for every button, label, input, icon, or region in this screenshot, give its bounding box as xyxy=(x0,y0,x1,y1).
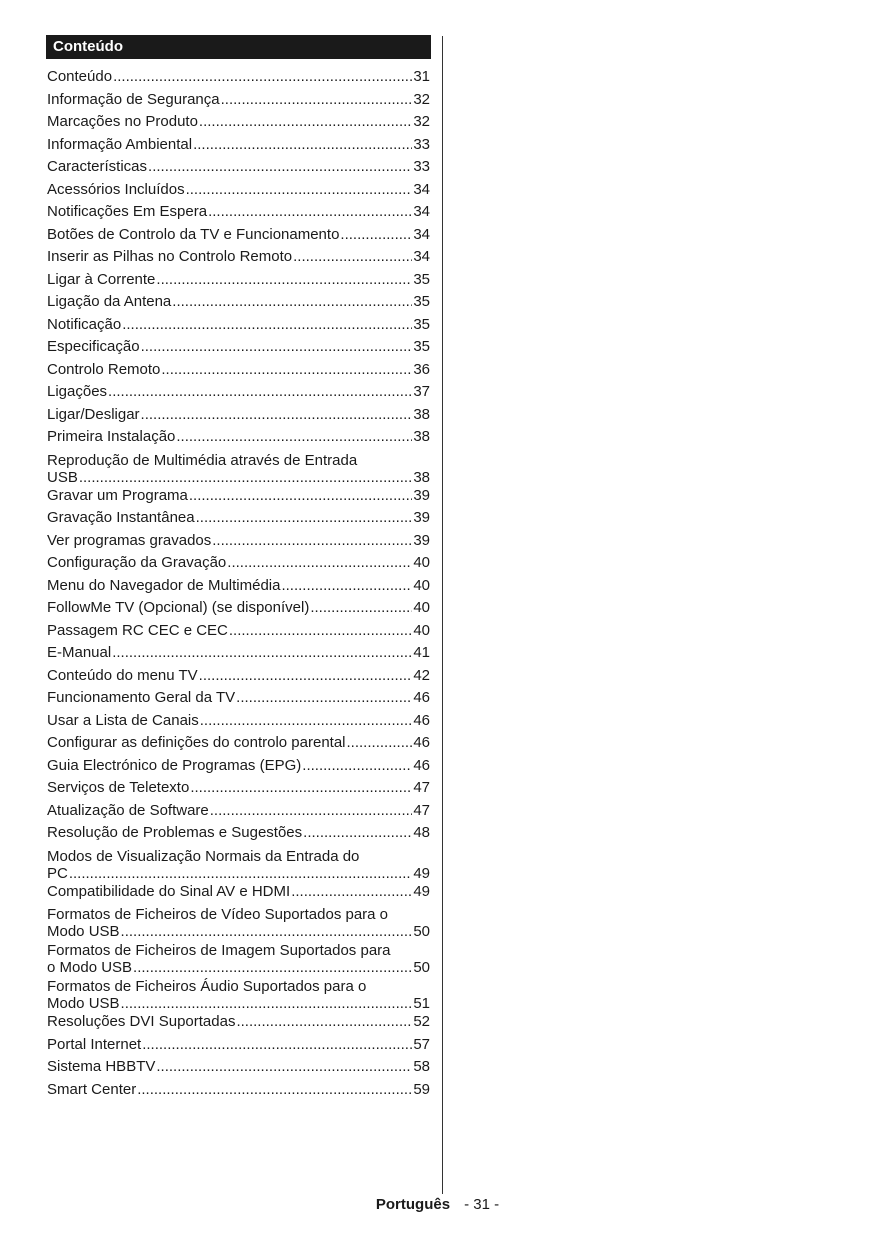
dot-leader xyxy=(199,665,413,688)
toc-entry-page: 57 xyxy=(413,1035,430,1053)
dot-leader xyxy=(148,156,412,179)
dot-leader xyxy=(190,777,412,800)
toc-entry[interactable] xyxy=(47,452,430,486)
toc-entry-label: Notificações Em Espera xyxy=(47,203,208,220)
dot-leader xyxy=(208,201,412,224)
toc-entry-label: Especificação xyxy=(47,338,140,355)
toc-entry-label: Gravação Instantânea xyxy=(47,509,195,526)
toc-entry-label: Gravar um Programa xyxy=(47,486,188,504)
dot-leader xyxy=(281,575,412,598)
toc-entry[interactable] xyxy=(47,942,430,976)
toc-entry-page: 58 xyxy=(413,1058,430,1075)
dot-leader xyxy=(200,710,413,733)
dot-leader xyxy=(133,959,412,976)
toc-entry[interactable] xyxy=(47,822,430,845)
toc-entry-label: Usar a Lista de Canais xyxy=(47,711,199,729)
toc-entry[interactable] xyxy=(47,134,430,157)
toc-entry-label: Primeira Instalação xyxy=(47,428,176,445)
dot-leader xyxy=(221,89,413,112)
toc-entry[interactable] xyxy=(47,1079,430,1102)
toc-entry-page: 39 xyxy=(413,531,430,549)
toc-entry[interactable] xyxy=(47,755,430,778)
toc-entry[interactable] xyxy=(47,1034,430,1057)
toc-entry-page: 40 xyxy=(413,599,430,616)
dot-leader xyxy=(161,359,412,382)
toc-entry-page: 49 xyxy=(413,864,430,882)
toc-entry[interactable] xyxy=(47,1011,430,1034)
toc-entry-label: E-Manual xyxy=(47,644,112,661)
toc-entry-label: Menu do Navegador de Multimédia xyxy=(47,576,281,594)
toc-entry[interactable] xyxy=(47,156,430,179)
toc-entry-page: 34 xyxy=(413,180,430,198)
toc-entry-label: Conteúdo do menu TV xyxy=(47,666,198,684)
toc-entry-label: Guia Electrónico de Programas (EPG) xyxy=(47,756,302,774)
toc-entry-page: 34 xyxy=(413,225,430,243)
toc-entry-page: 41 xyxy=(413,644,430,661)
toc-entry-label: Características xyxy=(47,158,148,175)
toc-entry-label: Resoluções DVI Suportadas xyxy=(47,1013,236,1030)
table-of-contents xyxy=(47,66,430,1101)
toc-entry-page: 47 xyxy=(413,801,430,819)
toc-entry[interactable] xyxy=(47,89,430,112)
toc-entry-label: Ligar à Corrente xyxy=(47,270,156,288)
section-title: Conteúdo xyxy=(46,35,431,59)
toc-entry[interactable] xyxy=(47,552,430,575)
toc-entry-page: 35 xyxy=(413,338,430,355)
toc-entry-label: Modo USB xyxy=(47,923,120,940)
toc-entry[interactable] xyxy=(47,201,430,224)
dot-leader xyxy=(121,995,413,1012)
toc-entry-label: Controlo Remoto xyxy=(47,360,161,378)
toc-entry-page: 42 xyxy=(413,666,430,684)
toc-entry[interactable] xyxy=(47,800,430,823)
dot-leader xyxy=(236,687,412,710)
toc-entry-label: Notificação xyxy=(47,315,122,333)
footer-page-number: - 31 - xyxy=(464,1196,500,1213)
toc-entry-page: 37 xyxy=(413,383,430,400)
toc-entry[interactable] xyxy=(47,642,430,665)
toc-entry-page: 46 xyxy=(413,734,430,751)
toc-entry[interactable] xyxy=(47,485,430,508)
dot-leader xyxy=(112,642,412,665)
toc-entry-page: 34 xyxy=(413,203,430,220)
toc-entry-page: 38 xyxy=(413,468,430,486)
toc-entry-label: Atualização de Software xyxy=(47,801,209,819)
dot-leader xyxy=(291,881,412,904)
toc-entry[interactable] xyxy=(47,111,430,134)
dot-leader xyxy=(141,404,413,427)
toc-entry-label: Passagem RC CEC e CEC xyxy=(47,621,228,639)
dot-leader xyxy=(210,800,413,823)
toc-entry-page: 40 xyxy=(413,621,430,639)
toc-entry-label: Portal Internet xyxy=(47,1035,142,1053)
toc-entry-label-line1: Reprodução de Multimédia através de Entrada xyxy=(47,451,358,469)
toc-entry-page: 32 xyxy=(413,90,430,108)
toc-entry-label: Funcionamento Geral da TV xyxy=(47,689,236,706)
dot-leader xyxy=(293,246,412,269)
footer-language: Português xyxy=(375,1196,451,1213)
toc-entry[interactable] xyxy=(47,404,430,427)
toc-entry-page: 47 xyxy=(413,779,430,796)
dot-leader xyxy=(142,1034,412,1057)
toc-entry[interactable] xyxy=(47,179,430,202)
toc-entry[interactable] xyxy=(47,620,430,643)
toc-entry-label: Resolução de Problemas e Sugestões xyxy=(47,824,303,841)
toc-entry[interactable] xyxy=(47,597,430,620)
toc-entry[interactable] xyxy=(47,530,430,553)
dot-leader xyxy=(113,66,412,89)
toc-entry[interactable] xyxy=(47,978,430,1012)
toc-entry[interactable] xyxy=(47,575,430,598)
toc-entry[interactable] xyxy=(47,906,430,940)
dot-leader xyxy=(310,597,412,620)
toc-entry[interactable] xyxy=(47,848,430,882)
dot-leader xyxy=(196,507,413,530)
toc-entry-page: 39 xyxy=(413,509,430,526)
toc-entry-page: 31 xyxy=(413,68,430,85)
dot-leader xyxy=(176,426,412,449)
toc-entry-page: 35 xyxy=(413,293,430,310)
toc-entry-page: 40 xyxy=(413,554,430,571)
toc-entry-page: 34 xyxy=(413,248,430,265)
toc-entry-label: Configuração da Gravação xyxy=(47,554,227,571)
toc-entry[interactable] xyxy=(47,336,430,359)
dot-leader xyxy=(347,732,413,755)
toc-entry-page: 38 xyxy=(413,428,430,445)
toc-entry-page: 51 xyxy=(413,995,430,1012)
toc-entry-label: Smart Center xyxy=(47,1080,137,1098)
dot-leader xyxy=(189,485,412,508)
dot-leader xyxy=(137,1079,412,1102)
toc-entry-label: Serviços de Teletexto xyxy=(47,779,190,796)
toc-entry-page: 35 xyxy=(413,315,430,333)
toc-entry-label: USB xyxy=(47,468,78,486)
toc-entry[interactable] xyxy=(47,66,430,89)
dot-leader xyxy=(121,923,413,940)
dot-leader xyxy=(236,1011,412,1034)
dot-leader xyxy=(193,134,412,157)
toc-entry[interactable] xyxy=(47,710,430,733)
toc-entry-label: Marcações no Produto xyxy=(47,113,198,130)
toc-entry-label: Configurar as definições do controlo parental xyxy=(47,734,346,751)
dot-leader xyxy=(122,314,412,337)
toc-entry-label: o Modo USB xyxy=(47,959,133,976)
toc-entry[interactable] xyxy=(47,881,430,904)
dot-leader xyxy=(199,111,412,134)
dot-leader xyxy=(186,179,413,202)
dot-leader xyxy=(156,1056,412,1079)
toc-entry-label: Ligação da Antena xyxy=(47,293,172,310)
dot-leader xyxy=(69,865,412,882)
dot-leader xyxy=(156,269,412,292)
dot-leader xyxy=(108,381,412,404)
toc-entry-page: 33 xyxy=(413,135,430,153)
toc-entry-page: 40 xyxy=(413,576,430,594)
toc-entry-label: Informação de Segurança xyxy=(47,90,220,108)
toc-entry[interactable] xyxy=(47,777,430,800)
toc-entry-label: Informação Ambiental xyxy=(47,135,193,153)
toc-entry-page: 48 xyxy=(413,824,430,841)
toc-entry-label: Compatibilidade do Sinal AV e HDMI xyxy=(47,882,291,900)
toc-entry[interactable] xyxy=(47,732,430,755)
toc-entry-label: Ligações xyxy=(47,383,108,400)
toc-entry-page: 38 xyxy=(413,405,430,423)
toc-entry-label: FollowMe TV (Opcional) (se disponível) xyxy=(47,599,310,616)
toc-entry-page: 32 xyxy=(413,113,430,130)
toc-entry[interactable] xyxy=(47,314,430,337)
toc-entry-page: 39 xyxy=(413,486,430,504)
dot-leader xyxy=(229,620,412,643)
toc-entry-label: Acessórios Incluídos xyxy=(47,180,185,198)
toc-entry-label-line1: Formatos de Ficheiros de Imagem Suportados para xyxy=(47,942,391,959)
toc-entry-page: 33 xyxy=(413,158,430,175)
dot-leader xyxy=(302,755,412,778)
toc-entry-page: 52 xyxy=(413,1013,430,1030)
toc-entry-label: Inserir as Pilhas no Controlo Remoto xyxy=(47,248,293,265)
toc-entry[interactable] xyxy=(47,381,430,404)
toc-entry[interactable] xyxy=(47,269,430,292)
dot-leader xyxy=(340,224,412,247)
toc-entry-label: Ver programas gravados xyxy=(47,531,212,549)
toc-entry-page: 49 xyxy=(413,882,430,900)
dot-leader xyxy=(212,530,412,553)
toc-entry-page: 50 xyxy=(413,959,430,976)
toc-entry[interactable] xyxy=(47,687,430,710)
toc-entry-page: 50 xyxy=(413,923,430,940)
toc-entry-page: 46 xyxy=(413,711,430,729)
toc-entry[interactable] xyxy=(47,665,430,688)
toc-entry[interactable] xyxy=(47,246,430,269)
dot-leader xyxy=(141,336,413,359)
toc-entry[interactable] xyxy=(47,359,430,382)
toc-entry-label: Modo USB xyxy=(47,995,120,1012)
dot-leader xyxy=(227,552,412,575)
toc-entry-page: 36 xyxy=(413,360,430,378)
toc-entry-page: 46 xyxy=(413,689,430,706)
dot-leader xyxy=(172,291,412,314)
toc-entry-page: 46 xyxy=(413,756,430,774)
toc-entry-label: Ligar/Desligar xyxy=(47,405,140,423)
toc-entry-label: Botões de Controlo da TV e Funcionamento xyxy=(47,225,340,243)
toc-entry-page: 59 xyxy=(413,1080,430,1098)
toc-entry-label-line1: Modos de Visualização Normais da Entrada do xyxy=(47,847,360,865)
column-divider xyxy=(442,36,443,1194)
toc-entry[interactable] xyxy=(47,291,430,314)
toc-entry-label: PC xyxy=(47,864,68,882)
page-footer xyxy=(0,1196,875,1213)
dot-leader xyxy=(303,822,412,845)
toc-entry[interactable] xyxy=(47,507,430,530)
toc-entry-label-line1: Formatos de Ficheiros Áudio Suportados para o xyxy=(47,978,367,995)
toc-entry-label: Conteúdo xyxy=(47,68,113,85)
toc-entry-label-line1: Formatos de Ficheiros de Vídeo Suportados para o xyxy=(47,906,389,923)
toc-entry[interactable] xyxy=(47,224,430,247)
toc-entry-label: Sistema HBBTV xyxy=(47,1058,156,1075)
toc-entry-page: 35 xyxy=(413,270,430,288)
toc-entry[interactable] xyxy=(47,1056,430,1079)
toc-entry[interactable] xyxy=(47,426,430,449)
dot-leader xyxy=(79,469,412,486)
